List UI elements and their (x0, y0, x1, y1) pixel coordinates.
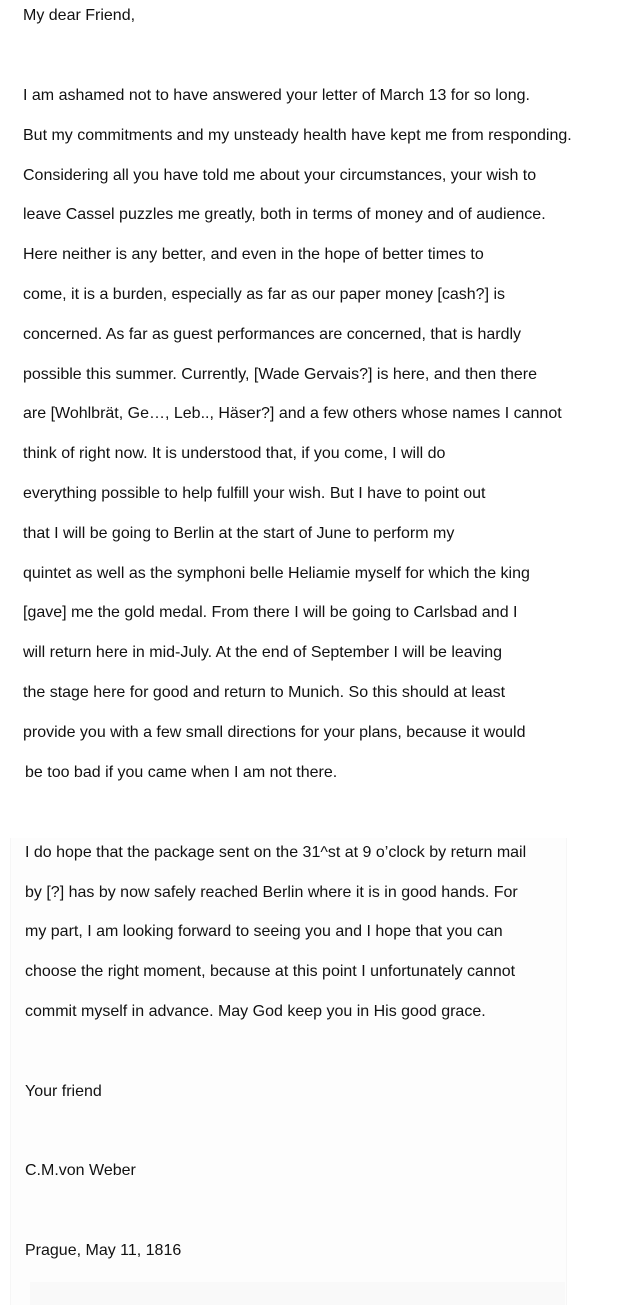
paragraph-line: my part, I am looking forward to seeing you and I hope that you can (25, 923, 503, 940)
paragraph-line: commit myself in advance. May God keep you in His good grace. (25, 1003, 486, 1020)
paragraph-line: [gave] me the gold medal. From there I will be going to Carlsbad and I (23, 604, 518, 621)
paragraph-line: possible this summer. Currently, [Wade Gervais?] is here, and then there (23, 366, 538, 383)
signature: C.M.von Weber (25, 1162, 136, 1179)
paragraph-line: that I will be going to Berlin at the start of June to perform my (23, 525, 455, 542)
paragraph-line: think of right now. It is understood that, if you come, I will do (23, 445, 446, 462)
scan-background-patch (10, 838, 567, 1305)
paragraph-line: are [Wohlbrät, Ge…, Leb.., Häser?] and a few others whose names I cannot (23, 405, 562, 422)
paragraph-line: be too bad if you came when I am not there. (25, 764, 338, 781)
paragraph-line: by [?] has by now safely reached Berlin where it is in good hands. For (25, 884, 518, 901)
closing: Your friend (25, 1083, 102, 1100)
paragraph-line: I do hope that the package sent on the 31^st at 9 o’clock by return mail (25, 844, 527, 861)
scan-background-strip (30, 1282, 565, 1305)
paragraph-line: Considering all you have told me about your circumstances, your wish to (23, 167, 537, 184)
paragraph-line: provide you with a few small directions for your plans, because it would (23, 724, 526, 741)
paragraph-line: choose the right moment, because at this point I unfortunately cannot (25, 963, 516, 980)
paragraph-line: concerned. As far as guest performances are concerned, that is hardly (23, 326, 522, 343)
paragraph-line: quintet as well as the symphoni belle Heliamie myself for which the king (23, 565, 530, 582)
paragraph-line: the stage here for good and return to Munich. So this should at least (23, 684, 506, 701)
paragraph-line: come, it is a burden, especially as far as our paper money [cash?] is (23, 286, 506, 303)
paragraph-line: will return here in mid-July. At the end of September I will be leaving (23, 644, 503, 661)
place-date: Prague, May 11, 1816 (25, 1242, 182, 1259)
paragraph-line: I am ashamed not to have answered your letter of March 13 for so long. (23, 87, 530, 104)
paragraph-line: But my commitments and my unsteady health have kept me from responding. (23, 127, 572, 144)
paragraph-line: leave Cassel puzzles me greatly, both in terms of money and of audience. (23, 206, 546, 223)
salutation: My dear Friend, (23, 7, 136, 24)
paragraph-line: everything possible to help fulfill your wish. But I have to point out (23, 485, 486, 502)
paragraph-line: Here neither is any better, and even in the hope of better times to (23, 246, 484, 263)
